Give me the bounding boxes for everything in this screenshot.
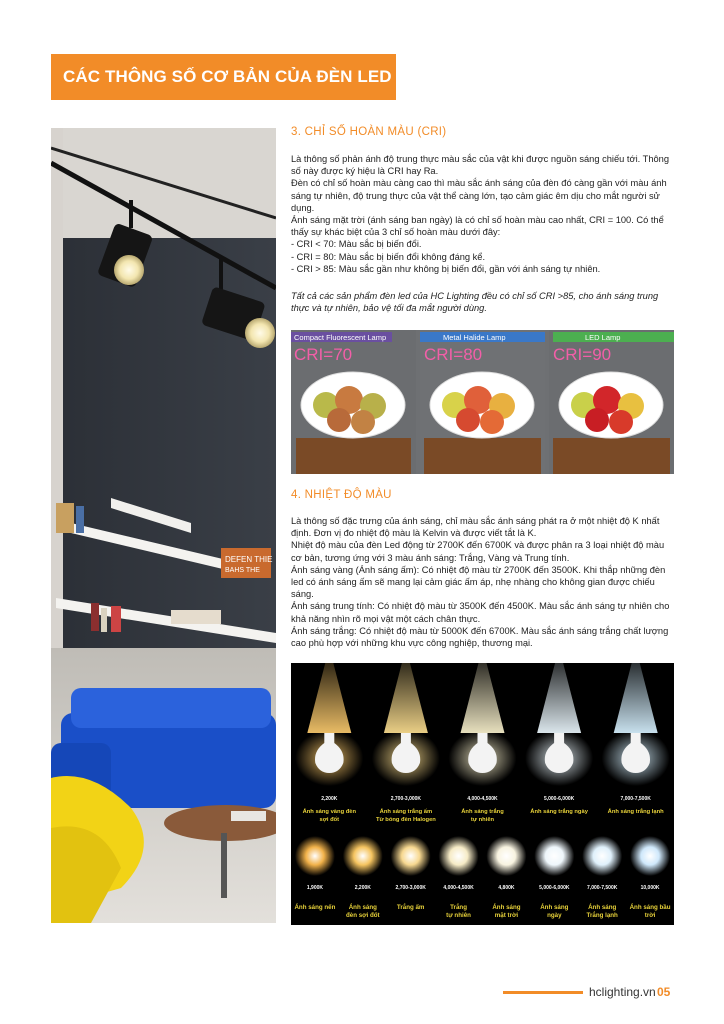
poster-text: DEFEN THIE bbox=[225, 555, 273, 564]
beam-label: Ánh sáng trắng ngày bbox=[530, 809, 588, 815]
light-beam bbox=[461, 663, 505, 733]
page-number: 05 bbox=[657, 985, 671, 999]
dot-temperature: 1,900K bbox=[306, 885, 323, 891]
dot-label: Ánh sáng nến bbox=[294, 904, 336, 911]
cri-value-label: CRI=70 bbox=[294, 345, 353, 364]
dot-label: tự nhiên bbox=[446, 912, 471, 919]
dot-temperature: 7,000-7,500K bbox=[587, 885, 618, 891]
footer-divider bbox=[503, 991, 583, 994]
light-dot bbox=[439, 836, 479, 876]
beam-label: Ánh sáng trắng bbox=[461, 809, 504, 815]
dot-temperature: 4,000-4,500K bbox=[443, 885, 474, 891]
beam-temperature: 7,000-7,500K bbox=[620, 796, 651, 802]
page-title: CÁC THÔNG SỐ CƠ BẢN CỦA ĐÈN LED bbox=[63, 67, 392, 86]
cri-paragraph: Là thông số phản ánh độ trung thực màu sắc của vật khi được nguồn sáng chiếu tới. Thông số này được ký hiệu là CRI hay Ra. bbox=[291, 154, 669, 177]
cri-note: Tất cả các sản phẩm đèn led của HC Lighting đều có chỉ số CRI >85, cho ánh sáng trung thực và tự nhiên, bảo vệ tối đa mắt người dùng. bbox=[291, 291, 659, 314]
dot-label: mặt trời bbox=[494, 912, 519, 919]
dot-label: ngày bbox=[547, 912, 562, 919]
cri-lamp-label: Compact Fluorescent Lamp bbox=[294, 333, 387, 342]
beam-temperature: 2,200K bbox=[321, 796, 338, 802]
dot-temperature: 2,200K bbox=[354, 885, 371, 891]
dot-label: đèn sợi đốt bbox=[346, 912, 380, 919]
cri-lamp-label: Metal Halide Lamp bbox=[443, 333, 506, 342]
light-dot bbox=[343, 836, 383, 876]
beam-temperature: 5,000-6,000K bbox=[543, 796, 575, 802]
cri-paragraph: - CRI < 70: Màu sắc bị biến đổi. bbox=[291, 239, 422, 250]
temperature-paragraph: Nhiệt độ màu của đèn Led động từ 2700K đến 6700K và được phân ra 3 loại nhiệt độ màu cơ bản, tương ứng với 3 màu ánh sáng: Trắng, Vàng và Trung tính. bbox=[291, 540, 665, 563]
beam-label: tự nhiên bbox=[470, 817, 495, 823]
cri-value-label: CRI=80 bbox=[424, 345, 483, 364]
cri-paragraph: Ánh sáng mặt trời (ánh sáng ban ngày) là có chỉ số hoàn màu cao nhất, CRI = 100. Có thể thấy sự khác biệt của 3 chỉ số hoàn màu dưới đây: bbox=[291, 215, 664, 238]
cri-paragraph: - CRI = 80: Màu sắc bị biến đổi không đáng kể. bbox=[291, 251, 486, 262]
light-beam bbox=[537, 663, 581, 733]
light-dot bbox=[391, 836, 431, 876]
light-beam bbox=[614, 663, 658, 733]
cri-panel bbox=[549, 330, 674, 474]
temperature-paragraph: Là thông số đặc trưng của ánh sáng, chỉ màu sắc ánh sáng phát ra ở một nhiệt độ K nhất định. Đơn vị đo nhiệt độ màu là Kelvin và được viết tắt là K. bbox=[291, 516, 660, 539]
light-beam bbox=[384, 663, 428, 733]
cri-lamp-label: LED Lamp bbox=[585, 333, 621, 342]
dot-label: Trắng ấm bbox=[396, 904, 425, 911]
dot-temperature: 4,800K bbox=[498, 885, 515, 891]
light-dot bbox=[630, 836, 670, 876]
beam-label: Từ bóng đèn Halogen bbox=[375, 817, 436, 823]
light-dot bbox=[295, 836, 335, 876]
dot-label: Ánh sáng bbox=[492, 904, 521, 911]
footer-website: hclighting.vn bbox=[589, 985, 656, 999]
dot-label: Ánh sáng bbox=[348, 904, 377, 911]
light-dot bbox=[534, 836, 574, 876]
section-title-temperature: 4. NHIỆT ĐỘ MÀU bbox=[291, 489, 392, 501]
light-dot bbox=[582, 836, 622, 876]
dot-label: Ánh sáng bbox=[588, 904, 617, 911]
light-beam bbox=[307, 663, 351, 733]
beam-label: Ánh sáng trắng ấm bbox=[379, 809, 433, 815]
temperature-paragraph: Ánh sáng trung tính: Có nhiệt độ màu từ 3500K đến 4500K. Màu sắc ánh sáng tự nhiên cho khả năng nhìn rõ mọi vật một cách chân thực. bbox=[291, 601, 670, 624]
dot-label: Ánh sáng bầu bbox=[629, 904, 671, 911]
color-temperature-image bbox=[291, 663, 674, 925]
cri-panel bbox=[420, 330, 545, 474]
dot-temperature: 10,000K bbox=[640, 885, 660, 891]
poster-text-2: BAHS THE bbox=[225, 567, 260, 574]
dot-label: Trắng lạnh bbox=[586, 912, 618, 919]
cri-value-label: CRI=90 bbox=[553, 345, 612, 364]
beam-temperature: 4,000-4,500K bbox=[467, 796, 498, 802]
dot-temperature: 2,700-3,000K bbox=[395, 885, 426, 891]
dot-label: trời bbox=[644, 912, 656, 919]
cri-panel bbox=[291, 330, 416, 474]
dot-temperature: 5,000-6,000K bbox=[539, 885, 570, 891]
beam-label: sợi đốt bbox=[319, 817, 340, 823]
section-title-cri: 3. CHỈ SỐ HOÀN MÀU (CRI) bbox=[291, 126, 447, 138]
cri-body bbox=[291, 153, 674, 275]
dot-label: Trắng bbox=[450, 904, 467, 911]
cri-comparison-image bbox=[291, 330, 674, 474]
temperature-paragraph: Ánh sáng vàng (Ánh sáng ấm): Có nhiệt độ màu từ 2700K đến 3500K. Khi thắp những đèn led có ánh sáng ấm sẽ mang lại cảm giác ấm áp, nhẹ nhàng cho không gian được chiếu sáng. bbox=[291, 564, 666, 600]
temperature-paragraph: Ánh sáng trắng: Có nhiệt độ màu từ 5000K đến 6700K. Màu sắc ánh sáng trắng chất lượng cao phù hợp với những khu vực công nghiệp, thương mại. bbox=[291, 625, 669, 649]
cri-paragraph: Đèn có chỉ số hoàn màu càng cao thì màu sắc ánh sáng của đèn đó càng gần với màu ánh sáng tự nhiên, độ trung thực của vật thể càng lớn, tạo cảm giác êm dịu cho mắt người sử dụng. bbox=[291, 178, 667, 213]
page-header bbox=[51, 54, 396, 100]
dot-label: Ánh sáng bbox=[540, 904, 569, 911]
room-photo bbox=[51, 128, 276, 923]
cri-paragraph: - CRI > 85: Màu sắc gần như không bị biến đổi, gần với ánh sáng tự nhiên. bbox=[291, 263, 601, 274]
temperature-body bbox=[291, 515, 674, 649]
light-dot bbox=[486, 836, 526, 876]
beam-temperature: 2,700-3,000K bbox=[390, 796, 422, 802]
beam-label: Ánh sáng trắng lạnh bbox=[607, 809, 664, 815]
beam-label: Ánh sáng vàng đèn bbox=[302, 809, 357, 815]
